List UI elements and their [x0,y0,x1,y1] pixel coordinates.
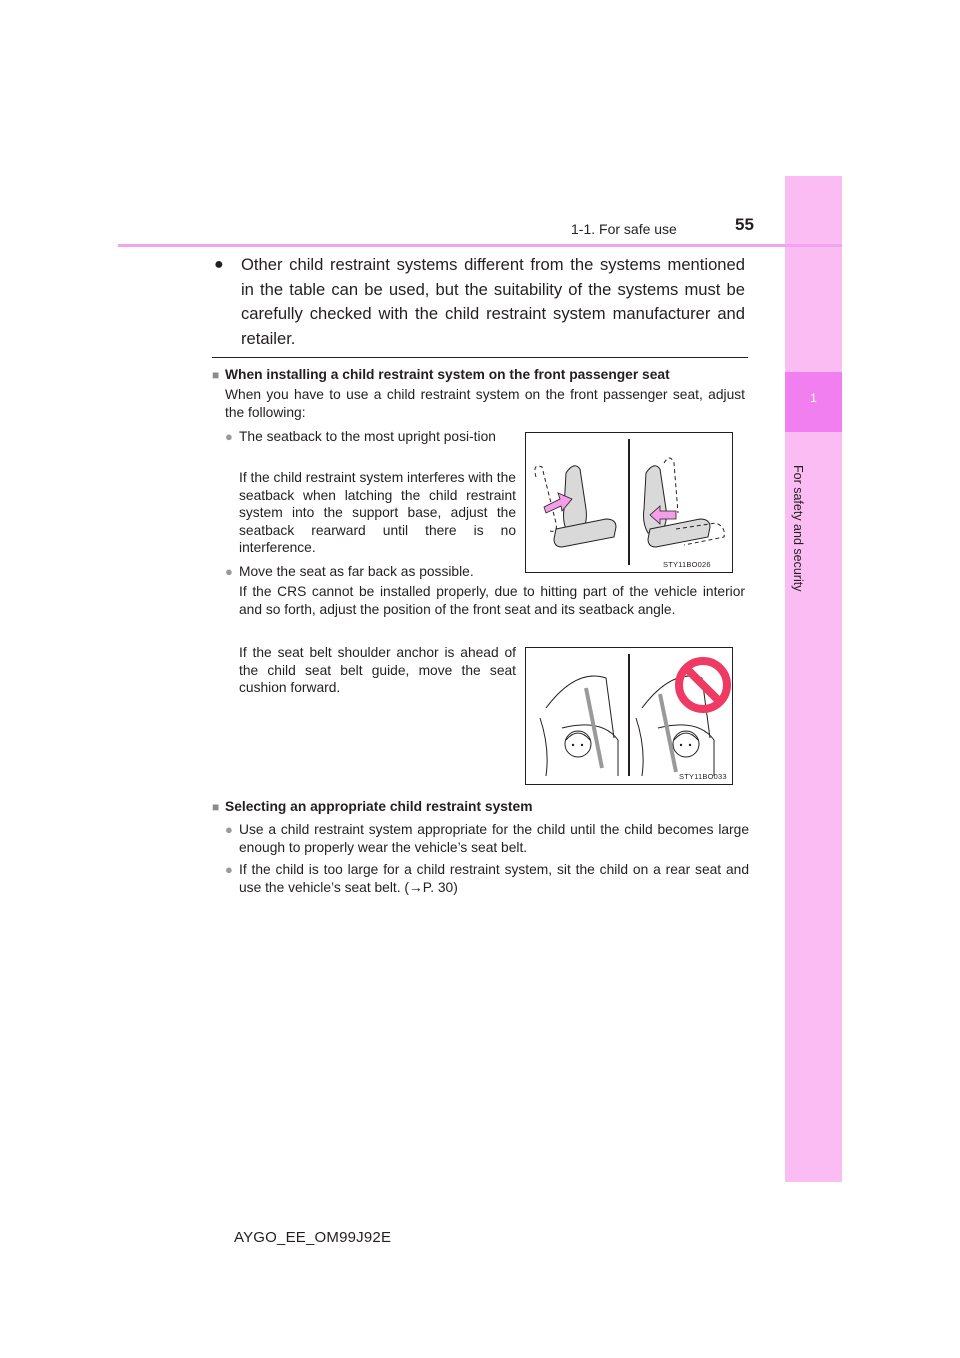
chapter-title: For safety and security [791,465,805,592]
bullet-seatback-upright: The seatback to the most upright posi-tion [239,429,496,444]
bullet-dot: ● [225,822,233,837]
page-number: 55 [735,215,754,234]
bullet-seat-back: Move the seat as far back as possible. [239,564,474,579]
footer-code: AYGO_EE_OM99J92E [234,1229,392,1246]
intro-paragraph: Other child restraint systems different from the systems mentioned in the table can be used, but the suitability of the systems must be carefully checked with the child restraint system manufacturer and retailer. [241,255,745,348]
heading-marker: ■ [212,368,220,382]
intro-bullet-dot: ● [214,256,224,273]
seatback-detail: If the child restraint system interferes with the seatback when latching the child restraint system into the support base, adjust the seatback rearward until there is no interference. [239,470,516,556]
shoulder-anchor-detail: If the seat belt shoulder anchor is ahead of the child seat belt guide, move the seat cushion forward. [239,645,516,696]
chapter-number: 1 [810,391,817,405]
seat-illustration [526,433,732,572]
side-tab-strip [785,176,842,1182]
bullet-rear-seat: If the child is too large for a child restraint system, sit the child on a rear seat and use the vehicle’s seat belt. (→P. 30) [239,862,749,895]
bullet-dot: ● [225,862,233,877]
heading-marker: ■ [212,800,220,814]
front-seat-intro: When you have to use a child restraint system on the front passenger seat, adjust the following: [225,387,745,420]
section-divider [212,357,748,358]
figure-belt-guide [525,647,733,785]
figure-code: STY11BO026 [663,560,711,569]
section-title: 1-1. For safe use [571,221,677,237]
bullet-appropriate-system: Use a child restraint system appropriate for the child until the child becomes large enough to properly wear the vehicle’s seat belt. [239,822,749,855]
heading-selecting: Selecting an appropriate child restraint system [225,799,533,814]
heading-front-seat: When installing a child restraint system on the front passenger seat [225,367,670,382]
bullet-dot: ● [225,564,233,579]
crs-detail: If the CRS cannot be installed properly, due to hitting part of the vehicle interior and so forth, adjust the position of the front seat and its seatback angle. [239,584,745,617]
bullet-dot: ● [225,429,233,444]
belt-illustration [526,648,732,784]
figure-code: STY11BO033 [679,772,727,781]
header-rule [118,244,842,247]
prohibition-icon [679,661,727,709]
figure-seat-adjust [525,432,733,573]
